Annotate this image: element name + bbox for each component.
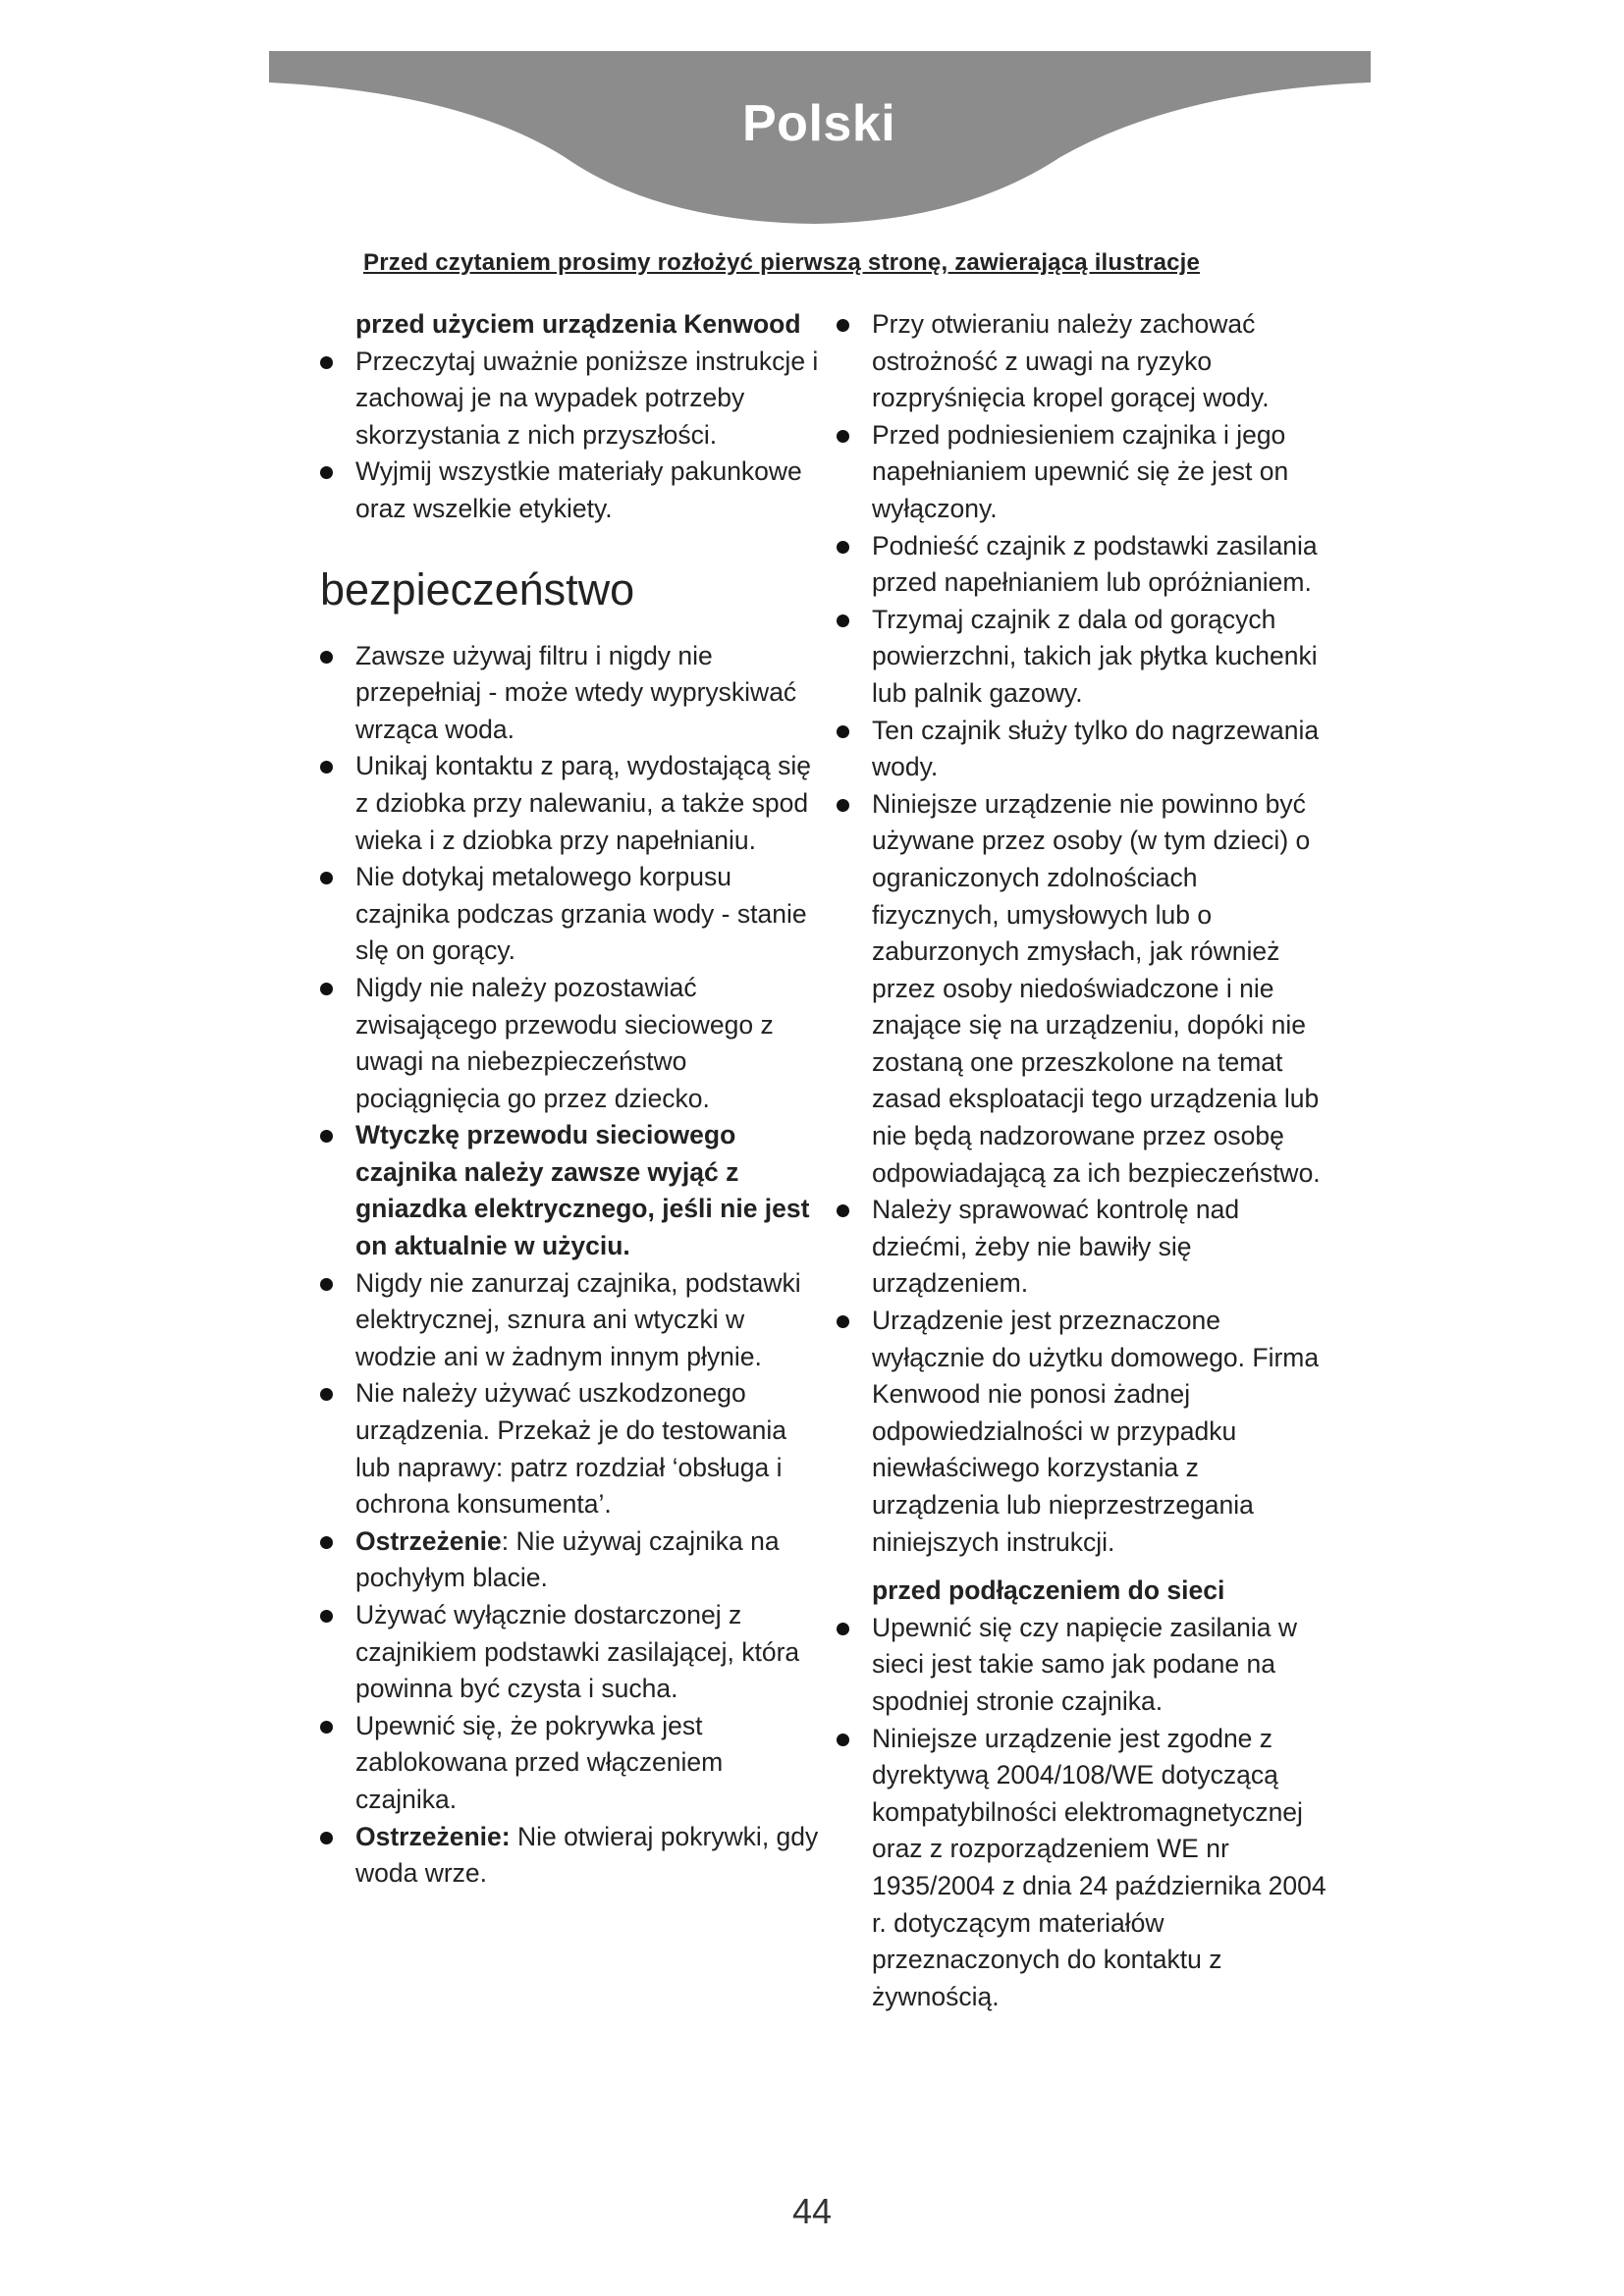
bullet-icon: [320, 983, 333, 995]
list-item: Unikaj kontaktu z parą, wydostającą się z dziobka przy nalewaniu, a także spod wieka i z dziobka przy napełnianiu.: [320, 748, 821, 859]
bullet-icon: [837, 1734, 849, 1746]
safety-list-continued: [837, 306, 1327, 1561]
bullet-icon: [837, 725, 849, 738]
list-item: Należy sprawować kontrolę nad dziećmi, żeby nie bawiły się urządzeniem.: [837, 1192, 1327, 1303]
warning-label: Ostrzeżenie: [355, 1525, 502, 1556]
list-item: Zawsze używaj filtru i nigdy nie przepełniaj - może wtedy wypryskiwać wrząca woda.: [320, 638, 821, 749]
list-item: Niniejsze urządzenie nie powinno być używane przez osoby (w tym dzieci) o ograniczonych zdolnościach fizycznych, umysłowych lub o zaburzonych zmysłach, jak również przez osoby niedoświadczone i nie znające się na urządzeniu, dopóki nie zostaną one przeszkolone na temat zasad eksploatacji tego urządzenia lub nie będą nadzorowane przez osobę odpowiadającą za ich bezpieczeństwo.: [837, 786, 1327, 1193]
list-item: Niniejsze urządzenie jest zgodne z dyrektywą 2004/108/WE dotyczącą kompatybilności elektromagnetycznej oraz z rozporządzeniem WE nr 1935/2004 z dnia 24 października 2004 r. dotyczącym materiałów przeznaczonych do kontaktu z żywnością.: [837, 1721, 1327, 2016]
bullet-icon: [837, 319, 849, 332]
list-item: Nie należy używać uszkodzonego urządzenia. Przekaż je do testowania lub naprawy: patrz rozdział ‘obsługa i ochrona konsumenta’.: [320, 1375, 821, 1522]
fold-out-notice: Przed czytaniem prosimy rozłożyć pierwszą stronę, zawierającą ilustracje: [363, 249, 1201, 276]
list-item: Wyjmij wszystkie materiały pakunkowe oraz wszelkie etykiety.: [320, 454, 821, 527]
list-item: Nigdy nie zanurzaj czajnika, podstawki elektrycznej, sznura ani wtyczki w wodzie ani w żadnym innym płynie.: [320, 1265, 821, 1376]
language-title: Polski: [742, 95, 896, 152]
bullet-icon: [837, 430, 849, 443]
right-column: [837, 306, 1327, 2015]
list-item: Upewnić się, że pokrywka jest zablokowana przed włączeniem czajnika.: [320, 1708, 821, 1819]
bullet-icon: [837, 1315, 849, 1328]
list-item: Używać wyłącznie dostarczonej z czajnikiem podstawki zasilającej, która powinna być czysta i sucha.: [320, 1597, 821, 1708]
bullet-icon: [320, 1832, 333, 1844]
bullet-icon: [320, 1388, 333, 1401]
bullet-icon: [837, 799, 849, 812]
page-number: 44: [791, 2191, 833, 2231]
list-item: Upewnić się czy napięcie zasilania w sieci jest takie samo jak podane na spodniej stronie czajnika.: [837, 1610, 1327, 1721]
list-item: Trzymaj czajnik z dala od gorących powierzchni, takich jak płytka kuchenki lub palnik gazowy.: [837, 602, 1327, 713]
connect-list: [837, 1610, 1327, 2016]
bullet-icon: [837, 541, 849, 554]
bullet-icon: [837, 1204, 849, 1217]
warning-label: Ostrzeżenie:: [355, 1821, 511, 1851]
list-item-bold: Wtyczkę przewodu sieciowego czajnika należy zawsze wyjąć z gniazdka elektrycznego, jeśli nie jest on aktualnie w użyciu.: [320, 1117, 821, 1264]
connect-heading: przed podłączeniem do sieci: [872, 1575, 1225, 1606]
list-item: Przeczytaj uważnie poniższe instrukcje i zachowaj je na wypadek potrzeby skorzystania z nich przyszłości.: [320, 344, 821, 454]
list-item: Ten czajnik służy tylko do nagrzewania wody.: [837, 713, 1327, 786]
bullet-icon: [320, 466, 333, 479]
safety-title: bezpieczeństwo: [320, 563, 635, 614]
bullet-icon: [320, 1278, 333, 1291]
list-item: Nigdy nie należy pozostawiać zwisającego przewodu sieciowego z uwagi na niebezpieczeństwo pociągnięcia go przez dziecko.: [320, 970, 821, 1117]
bullet-icon: [320, 1130, 333, 1143]
bullet-icon: [320, 1721, 333, 1734]
bullet-icon: [320, 872, 333, 884]
list-item: Podnieść czajnik z podstawki zasilania przed napełnianiem lub opróżnianiem.: [837, 528, 1327, 602]
bullet-icon: [320, 651, 333, 664]
bullet-icon: [320, 761, 333, 774]
list-item: Przy otwieraniu należy zachować ostrożność z uwagi na ryzyko rozpryśnięcia kropel gorącej wody.: [837, 306, 1327, 417]
bullet-icon: [320, 356, 333, 369]
bullet-icon: [837, 1623, 849, 1635]
list-item: Urządzenie jest przeznaczone wyłącznie do użytku domowego. Firma Kenwood nie ponosi żadnej odpowiedzialności w przypadku niewłaściwego korzystania z urządzenia lub nieprzestrzegania niniejszych instrukcji.: [837, 1303, 1327, 1561]
safety-list: [320, 638, 821, 1893]
intro-heading: przed użyciem urządzenia Kenwood: [355, 309, 801, 339]
bullet-icon: [320, 1536, 333, 1549]
bullet-icon: [837, 614, 849, 627]
list-item-warning: Ostrzeżenie: Nie otwieraj pokrywki, gdy woda wrze.: [320, 1819, 821, 1893]
list-item: Przed podniesieniem czajnika i jego napełnianiem upewnić się że jest on wyłączony.: [837, 417, 1327, 528]
list-item-warning: Ostrzeżenie: Nie używaj czajnika na pochyłym blacie.: [320, 1523, 821, 1597]
left-column: [320, 306, 821, 1893]
intro-list: [320, 344, 821, 528]
list-item: Nie dotykaj metalowego korpusu czajnika podczas grzania wody - stanie slę on gorący.: [320, 859, 821, 970]
bullet-icon: [320, 1610, 333, 1623]
